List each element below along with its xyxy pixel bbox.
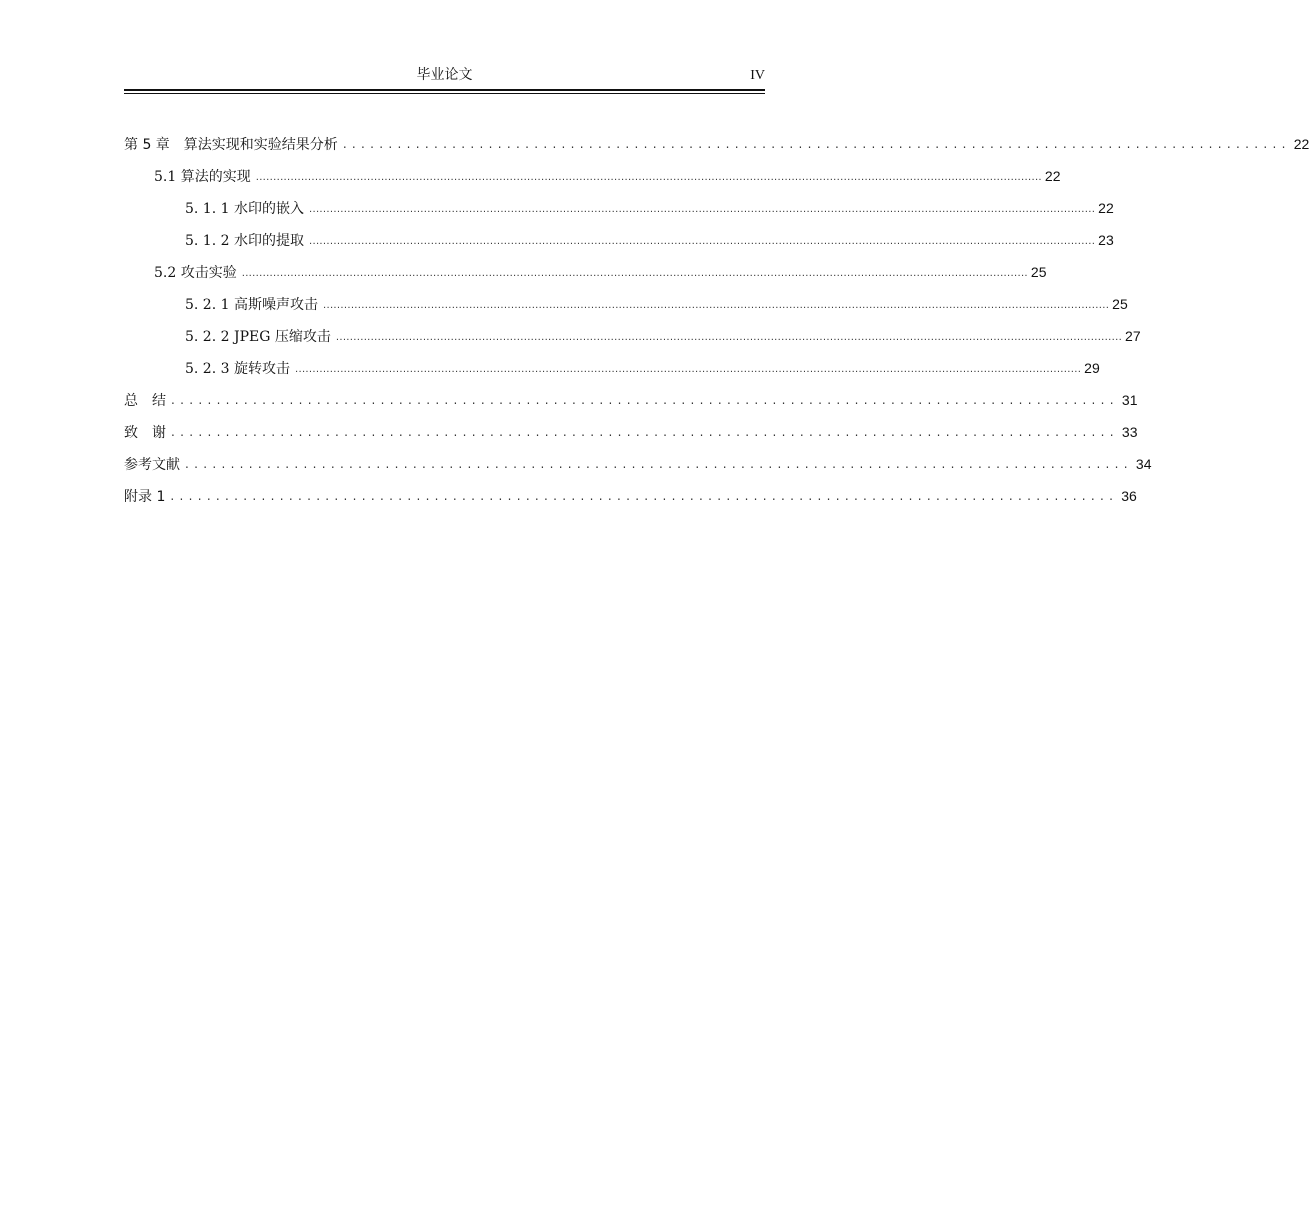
toc-entry-5-2-1[interactable] <box>124 288 1128 320</box>
toc-entry-title: 5. 2. 1 高斯噪声攻击 <box>185 297 318 313</box>
dot-leader: ........................................................................................................ <box>342 137 1291 151</box>
dot-leader: .................................................................................................................................................................................................................................. <box>241 267 1028 279</box>
dot-leader: .................................................................................................................................................................................................................................. <box>335 331 1123 343</box>
toc-entry-page: 23 <box>1098 232 1114 248</box>
toc-entry-page: 31 <box>1121 392 1138 408</box>
toc-entry-chapter-5[interactable] <box>124 128 1309 160</box>
dot-leader: .................................................................................................................................................................................................................................. <box>294 363 1082 375</box>
toc-entry-title: 5.2 攻击实验 <box>154 265 237 281</box>
toc-entry-5-2-2[interactable] <box>124 320 1141 352</box>
table-of-contents <box>124 128 1309 512</box>
toc-entry-page: 33 <box>1121 424 1138 440</box>
dot-leader: .................................................................................................................................................................................................................................. <box>308 235 1096 247</box>
toc-entry-title: 致 谢 <box>124 425 166 441</box>
toc-entry-title: 5. 2. 2 JPEG 压缩攻击 <box>185 329 331 345</box>
toc-entry-5-2-3[interactable] <box>124 352 1100 384</box>
toc-entry-title: 附录 1 <box>124 489 166 505</box>
toc-entry-title: 总 结 <box>124 393 166 409</box>
toc-entry-5-1-2[interactable] <box>124 224 1114 256</box>
running-header-page-number: IV <box>750 68 765 83</box>
dot-leader: ........................................................................................................ <box>171 425 1119 439</box>
toc-entry-5-1[interactable] <box>124 160 1061 192</box>
toc-entry-title: 第 5 章 算法实现和实验结果分析 <box>124 137 338 153</box>
dot-leader: .................................................................................................................................................................................................................................. <box>255 171 1042 183</box>
dot-leader: .................................................................................................................................................................................................................................. <box>322 299 1110 311</box>
toc-entry-conclusion[interactable] <box>124 384 1138 416</box>
toc-entry-page: 34 <box>1135 456 1152 472</box>
header-rule-thin <box>124 93 765 94</box>
toc-entry-title: 5. 1. 1 水印的嵌入 <box>185 201 304 217</box>
toc-entry-acknowledgements[interactable] <box>124 416 1138 448</box>
toc-entry-5-2[interactable] <box>124 256 1047 288</box>
toc-entry-title: 5. 2. 3 旋转攻击 <box>185 361 290 377</box>
page-header <box>124 62 765 92</box>
toc-entry-page: 25 <box>1030 264 1047 280</box>
toc-entry-page: 22 <box>1098 200 1114 216</box>
toc-entry-page: 22 <box>1293 136 1309 152</box>
toc-entry-5-1-1[interactable] <box>124 192 1114 224</box>
dot-leader: ........................................................................................................ <box>171 393 1119 407</box>
header-rule-thick <box>124 89 765 91</box>
toc-entry-appendix-1[interactable] <box>124 480 1137 512</box>
toc-entry-page: 25 <box>1112 296 1128 312</box>
running-header-title: 毕业论文 <box>416 67 473 83</box>
toc-entry-references[interactable] <box>124 448 1152 480</box>
toc-entry-page: 22 <box>1044 168 1061 184</box>
dot-leader: ........................................................................................................ <box>170 489 1119 503</box>
toc-entry-title: 5. 1. 2 水印的提取 <box>185 233 304 249</box>
toc-entry-page: 27 <box>1125 328 1141 344</box>
dot-leader: ........................................................................................................ <box>185 457 1133 471</box>
toc-entry-page: 36 <box>1121 488 1137 504</box>
dot-leader: .................................................................................................................................................................................................................................. <box>308 203 1096 215</box>
toc-entry-page: 29 <box>1084 360 1100 376</box>
toc-entry-title: 5.1 算法的实现 <box>154 169 251 185</box>
toc-entry-title: 参考文献 <box>124 457 180 473</box>
